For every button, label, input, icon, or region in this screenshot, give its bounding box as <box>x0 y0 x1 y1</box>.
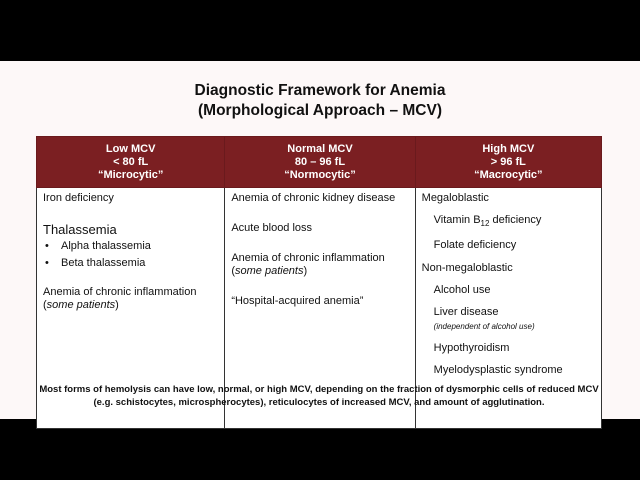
group-non-megaloblastic: Non-megaloblastic <box>421 262 513 275</box>
header-macrocytic <box>415 137 601 188</box>
cause-chronic-inflammation: Anemia of chronic inflammation (some patients) <box>43 286 218 312</box>
title-block <box>0 81 640 121</box>
cause-chronic-inflammation: Anemia of chronic inflammation (some patients) <box>231 252 408 278</box>
list-item: • Alpha thalassemia <box>43 240 218 253</box>
cause-label: Anemia of chronic inflammation <box>43 286 197 298</box>
cause-thalassemia: Thalassemia <box>43 222 117 237</box>
header-label: Normal MCV <box>287 142 353 155</box>
cause-hypothyroidism: Hypothyroidism <box>433 342 510 355</box>
header-range: < 80 fL <box>113 155 149 168</box>
header-term: “Normocytic” <box>284 168 356 181</box>
cause-hospital-acquired: “Hospital-acquired anemia” <box>231 295 364 307</box>
header-range: > 96 fL <box>490 155 526 168</box>
cause-myelodysplastic: Myelodysplastic syndrome <box>433 364 563 377</box>
cause-folate-deficiency: Folate deficiency <box>433 239 517 252</box>
liver-note: (independent of alcohol use) <box>433 322 535 332</box>
cause-chronic-kidney: Anemia of chronic kidney disease <box>231 192 396 204</box>
slide-title: Diagnostic Framework for Anemia <box>194 82 446 99</box>
header-label: Low MCV <box>105 142 156 155</box>
cause-iron-deficiency: Iron deficiency <box>43 192 114 204</box>
cause-alcohol: Alcohol use <box>433 284 491 297</box>
header-row <box>37 137 602 188</box>
header-range: 80 – 96 fL <box>294 155 346 168</box>
group-megaloblastic: Megaloblastic <box>421 192 489 204</box>
cause-note: some patients <box>235 265 304 277</box>
header-term: “Microcytic” <box>97 168 164 181</box>
b12-prefix: Vitamin B <box>433 214 481 226</box>
header-label: High MCV <box>482 142 535 155</box>
cause-liver-disease: Liver disease <box>433 306 499 319</box>
cause-note: some patients <box>46 299 116 311</box>
slide-subtitle: (Morphological Approach – MCV) <box>198 102 442 119</box>
header-term: “Macrocytic” <box>474 168 543 181</box>
b12-subscript: 12 <box>480 219 490 229</box>
header-normocytic <box>225 137 415 188</box>
cause-blood-loss: Acute blood loss <box>231 222 313 234</box>
footnote: Most forms of hemolysis can have low, normal, or high MCV, depending on the fraction of dysmorphic cells of reduced MCV (e.g. schistocytes, microspherocytes), reticulocytes of increased MCV, and amount of agglutination. <box>39 384 599 408</box>
b12-suffix: deficiency <box>489 214 542 226</box>
list-item: • Beta thalassemia <box>43 257 218 270</box>
header-microcytic <box>37 137 225 188</box>
thalassemia-list <box>43 240 218 270</box>
cause-b12-deficiency <box>422 214 595 230</box>
cause-label: Anemia of chronic inflammation <box>231 252 385 264</box>
